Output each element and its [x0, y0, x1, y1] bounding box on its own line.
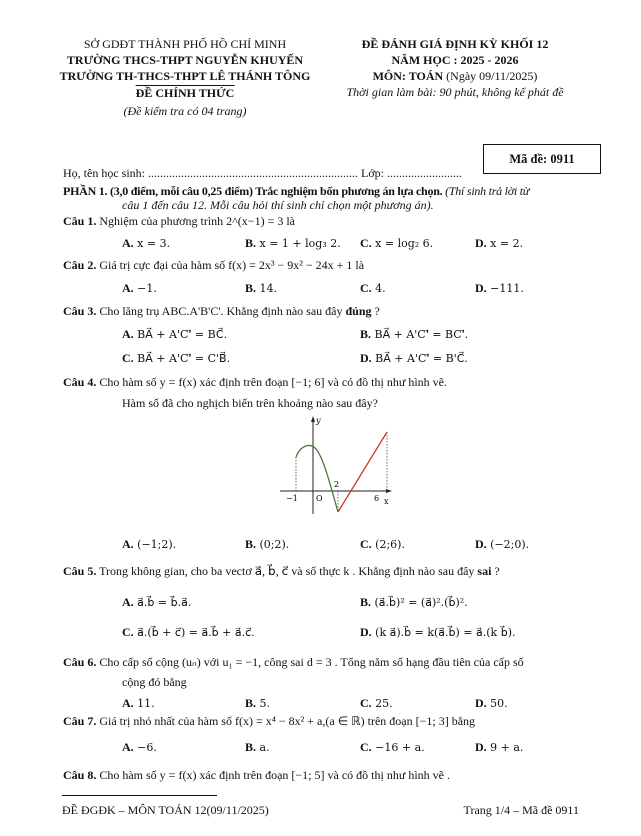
question-6-option-B[interactable] [245, 696, 270, 711]
option-letter: A. [122, 281, 134, 295]
option-letter: B. [245, 740, 257, 754]
part1-title: PHẦN 1. (3,0 điểm, mỗi câu 0,25 điểm) Trắc nghiệm bốn phương án lựa chọn. [63, 184, 443, 198]
option-value: 14. [256, 282, 278, 295]
option-letter: C. [122, 351, 134, 365]
question-text: Cho hàm số y = f(x) xác định trên đoạn [−1; 5] và có đồ thị như hình vẽ . [99, 768, 450, 782]
option-letter: D. [475, 696, 487, 710]
question-emphasis: đúng [345, 304, 372, 318]
question-6-option-A[interactable] [122, 696, 155, 711]
question-8 [63, 768, 450, 782]
option-value: 9 + a. [486, 741, 524, 754]
question-1-option-B[interactable] [245, 236, 341, 251]
question-label: Câu 6. [63, 655, 97, 669]
option-letter: B. [360, 327, 372, 341]
question-3-option-A[interactable] [122, 327, 227, 342]
school-name-1: TRƯỜNG THCS-THPT NGUYỄN KHUYẾN [66, 53, 304, 67]
option-value: −111. [486, 282, 524, 295]
question-text: Nghiệm của phương trình 2^(x−1) = 3 là [99, 214, 295, 228]
option-value: 50. [486, 697, 508, 710]
question-text: Cho cấp số cộng (uₙ) với u₁ = −1, công sai d = 3 . Tổng năm số hạng đầu tiên của cấp số [99, 655, 524, 669]
option-letter: B. [245, 281, 257, 295]
option-value: (a⃗.b⃗)² = (a⃗)².(b⃗)². [371, 596, 468, 609]
option-value: BA⃗ + A'C'⃗ = BC'⃗. [371, 328, 469, 341]
question-1-option-C[interactable] [360, 236, 433, 251]
question-text: Giá trị cực đại của hàm số f(x) = 2x³ − 9x² − 24x + 1 là [99, 258, 365, 272]
question-1-option-A[interactable] [122, 236, 170, 251]
option-value: 25. [371, 697, 393, 710]
question-6-option-D[interactable] [475, 696, 508, 711]
option-value: −16 + a. [371, 741, 425, 754]
option-value: x = log₂ 6. [371, 237, 434, 250]
question-3-option-C[interactable] [122, 351, 230, 366]
student-info-line: Họ, tên học sinh: ...................................................................... Lớp: ......................... [63, 166, 462, 180]
option-letter: A. [122, 696, 134, 710]
option-letter: C. [360, 236, 372, 250]
department-name: SỞ GDĐT THÀNH PHỐ HỒ CHÍ MINH [83, 37, 287, 51]
subject-line [373, 69, 538, 83]
option-letter: C. [360, 281, 372, 295]
option-value: x = 1 + log₃ 2. [256, 237, 341, 250]
question-label: Câu 2. [63, 258, 97, 272]
option-value: BA⃗ + A'C'⃗ = C'B⃗. [133, 352, 231, 365]
option-value: (2;6). [371, 538, 405, 551]
option-letter: B. [245, 236, 257, 250]
question-1-option-D[interactable] [475, 236, 523, 251]
question-7-option-B[interactable] [245, 740, 270, 755]
question-label: Câu 8. [63, 768, 97, 782]
question-4 [63, 375, 447, 389]
part1-heading [63, 184, 529, 198]
tick-label-2: 2 [334, 480, 340, 489]
option-letter: C. [360, 740, 372, 754]
question-3-option-B[interactable] [360, 327, 468, 342]
footer-right: Trang 1/4 – Mã đề 0911 [463, 803, 579, 817]
question-2-option-C[interactable] [360, 281, 386, 296]
x-axis-label: x [384, 497, 389, 506]
question-4-option-B[interactable] [245, 537, 289, 552]
option-letter: C. [122, 625, 134, 639]
question-2-option-A[interactable] [122, 281, 157, 296]
question-label: Câu 5. [63, 564, 97, 578]
question-6 [63, 655, 524, 669]
question-7 [63, 714, 475, 728]
question-text: Giá trị nhỏ nhất của hàm số f(x) = x⁴ − 8x² + a,(a ∈ ℝ) trên đoạn [−1; 3] bằng [99, 714, 476, 728]
question-tail: ? [371, 304, 380, 318]
question-7-option-D[interactable] [475, 740, 523, 755]
option-letter: B. [245, 696, 257, 710]
option-letter: B. [360, 595, 372, 609]
exam-code-box: Mã đề: 0911 [483, 144, 601, 174]
question-2 [63, 258, 364, 272]
option-value: (k a⃗).b⃗ = k(a⃗.b⃗) = a⃗.(k b⃗). [371, 626, 516, 639]
question-5-option-D[interactable] [360, 625, 515, 640]
question-5-option-C[interactable] [122, 625, 255, 640]
question-text: Trong không gian, cho ba vectơ a⃗, b⃗, c⃗ và số thực k . Khẳng định nào sau đây [99, 564, 475, 578]
option-letter: D. [360, 351, 372, 365]
line-increasing-segment [338, 432, 387, 512]
option-value: a⃗.b⃗ = b⃗.a⃗. [133, 596, 192, 609]
question-text: Cho hàm số y = f(x) xác định trên đoạn [−1; 6] và có đồ thị như hình vẽ. [99, 375, 447, 389]
question-label: Câu 3. [63, 304, 97, 318]
y-axis-label: y [316, 416, 321, 425]
option-value: −1. [133, 282, 157, 295]
option-value: (−2;0). [486, 538, 530, 551]
question-text-continued: cộng đó bằng [122, 675, 187, 689]
question-1 [63, 214, 295, 228]
question-3-option-D[interactable] [360, 351, 468, 366]
part1-note: (Thí sinh trả lời từ [445, 184, 530, 198]
question-7-option-A[interactable] [122, 740, 157, 755]
option-value: x = 3. [133, 237, 171, 250]
origin-label: O [316, 494, 323, 503]
question-tail: ? [491, 564, 500, 578]
option-value: (0;2). [256, 538, 290, 551]
function-graph [272, 414, 392, 514]
school-name-2: TRƯỜNG TH-THCS-THPT LÊ THÁNH TÔNG [59, 69, 311, 83]
footer-divider [62, 795, 217, 796]
option-letter: C. [360, 696, 372, 710]
option-value: −6. [133, 741, 157, 754]
question-label: Câu 1. [63, 214, 97, 228]
option-value: 5. [256, 697, 271, 710]
subject: MÔN: TOÁN [372, 69, 444, 83]
question-2-option-D[interactable] [475, 281, 524, 296]
option-value: BA⃗ + A'C'⃗ = BC⃗. [133, 328, 228, 341]
option-letter: D. [360, 625, 372, 639]
option-letter: D. [475, 281, 487, 295]
question-5-option-A[interactable] [122, 595, 191, 610]
school-year: NĂM HỌC : 2025 - 2026 [391, 53, 519, 67]
tick-label-6: 6 [374, 494, 380, 503]
exam-title: ĐỀ ĐÁNH GIÁ ĐỊNH KỲ KHỐI 12 [361, 37, 549, 51]
option-value: x = 2. [486, 237, 524, 250]
question-emphasis: sai [477, 564, 492, 578]
question-6-option-C[interactable] [360, 696, 393, 711]
question-4-option-A[interactable] [122, 537, 176, 552]
option-value: a. [256, 741, 270, 754]
part1-note-2: câu 1 đến câu 12. Mỗi câu hỏi thí sinh chỉ chọn một phương án). [122, 198, 434, 212]
question-label: Câu 4. [63, 375, 97, 389]
question-5-option-B[interactable] [360, 595, 468, 610]
option-letter: A. [122, 236, 134, 250]
option-letter: D. [475, 236, 487, 250]
question-7-option-C[interactable] [360, 740, 425, 755]
question-3 [63, 304, 380, 318]
question-5 [63, 564, 500, 578]
option-letter: D. [475, 537, 487, 551]
option-letter: D. [475, 740, 487, 754]
page-count-note: (Đề kiểm tra có 04 trang) [123, 104, 247, 118]
y-axis-arrow-icon [311, 416, 315, 422]
option-value: a⃗.(b⃗ + c⃗) = a⃗.b⃗ + a⃗.c⃗. [133, 626, 255, 639]
time-limit: Thời gian làm bài: 90 phút, không kể phát đề [346, 85, 564, 99]
question-text-continued: Hàm số đã cho nghịch biến trên khoảng nào sau đây? [122, 396, 378, 410]
option-letter: A. [122, 740, 134, 754]
option-letter: A. [122, 537, 134, 551]
question-2-option-B[interactable] [245, 281, 277, 296]
option-value: (−1;2). [133, 538, 177, 551]
question-text: Cho lăng trụ ABC.A'B'C'. Khẳng định nào sau đây [99, 304, 343, 318]
question-label: Câu 7. [63, 714, 97, 728]
option-value: 11. [133, 697, 155, 710]
footer-left: ĐỀ ĐGĐK – MÔN TOÁN 12(09/11/2025) [62, 803, 269, 817]
option-letter: B. [245, 537, 257, 551]
option-letter: C. [360, 537, 372, 551]
option-value: 4. [371, 282, 386, 295]
option-letter: A. [122, 595, 134, 609]
option-letter: A. [122, 327, 134, 341]
exam-date: (Ngày 09/11/2025) [446, 69, 538, 83]
option-value: BA⃗ + A'C'⃗ = B'C⃗. [371, 352, 468, 365]
official-exam-label: ĐỀ CHÍNH THỨC [135, 86, 235, 100]
tick-label-minus1: −1 [286, 494, 298, 503]
question-4-option-C[interactable] [360, 537, 405, 552]
question-4-option-D[interactable] [475, 537, 529, 552]
